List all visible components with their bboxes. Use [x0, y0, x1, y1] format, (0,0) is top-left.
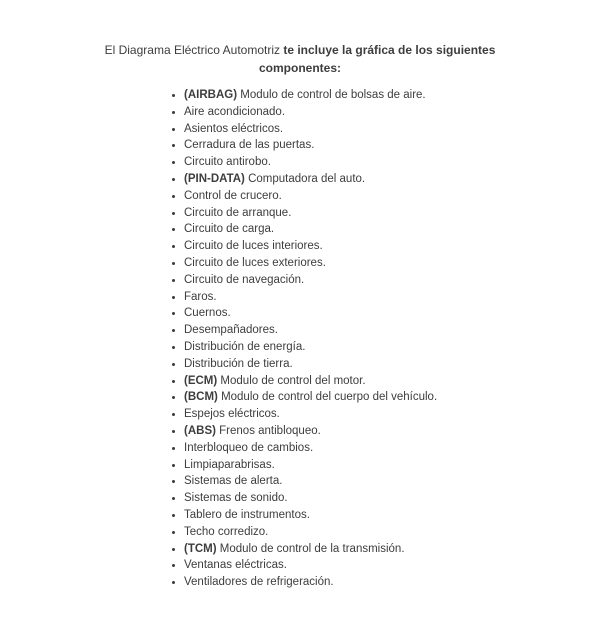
list-item	[184, 473, 600, 490]
component-label: Aire acondicionado.	[184, 105, 286, 118]
component-code: (AIRBAG)	[184, 89, 238, 101]
components-list	[184, 87, 600, 591]
list-item	[184, 490, 600, 507]
component-label: Modulo de control de bolsas de aire.	[240, 89, 426, 101]
list-item	[184, 272, 600, 289]
component-code: (ABS)	[184, 424, 216, 437]
list-item	[184, 154, 600, 171]
list-item	[184, 221, 600, 238]
list-item	[184, 121, 600, 138]
component-code: (TCM)	[184, 542, 217, 555]
document-page	[0, 41, 600, 641]
list-item	[184, 541, 600, 558]
component-label: Distribución de tierra.	[184, 357, 293, 370]
component-label: Ventanas eléctricas.	[184, 559, 287, 572]
page-title	[70, 41, 530, 77]
component-label: Limpiaparabrisas.	[184, 458, 275, 471]
component-label: Tablero de instrumentos.	[184, 508, 310, 521]
list-item	[184, 205, 600, 222]
list-item	[184, 356, 600, 373]
component-code: (BCM)	[184, 391, 218, 404]
component-label: Interbloqueo de cambios.	[184, 441, 314, 454]
component-label: Sistemas de sonido.	[184, 492, 288, 505]
list-item	[184, 339, 600, 356]
component-code: (ECM)	[184, 374, 218, 387]
component-label: Desempañadores.	[184, 324, 278, 337]
component-label: Cuernos.	[184, 307, 231, 320]
list-item	[184, 507, 600, 524]
component-code: (PIN-DATA)	[184, 172, 245, 185]
list-item	[184, 574, 600, 591]
component-label: Circuito de luces interiores.	[184, 240, 323, 253]
list-item	[184, 188, 600, 205]
list-item	[184, 255, 600, 272]
component-label: Modulo de control de la transmisión.	[219, 542, 405, 555]
component-label: Circuito de arranque.	[184, 206, 292, 219]
component-label: Distribución de energía.	[184, 340, 306, 353]
list-item	[184, 373, 600, 390]
list-item	[184, 322, 600, 339]
list-item	[184, 389, 600, 406]
list-item	[184, 104, 600, 121]
component-label: Computadora del auto.	[248, 172, 366, 185]
page-title-bold: te incluye la gráfica de los siguientes componentes:	[258, 43, 496, 75]
list-item	[184, 457, 600, 474]
component-label: Espejos eléctricos.	[184, 408, 280, 421]
component-label: Ventiladores de refrigeración.	[184, 576, 334, 589]
list-item	[184, 137, 600, 154]
component-label: Frenos antibloqueo.	[219, 424, 321, 437]
list-item	[184, 406, 600, 423]
list-item	[184, 423, 600, 440]
component-label: Circuito de navegación.	[184, 273, 305, 286]
component-label: Faros.	[184, 290, 217, 303]
list-item	[184, 289, 600, 306]
list-item	[184, 238, 600, 255]
component-label: Modulo de control del cuerpo del vehículo.	[221, 391, 438, 404]
component-label: Circuito de carga.	[184, 223, 275, 236]
component-label: Asientos eléctricos.	[184, 122, 284, 135]
component-label: Circuito de luces exteriores.	[184, 256, 326, 269]
component-label: Modulo de control del motor.	[220, 374, 366, 387]
list-item	[184, 524, 600, 541]
component-label: Techo corredizo.	[184, 525, 269, 538]
component-label: Control de crucero.	[184, 189, 282, 202]
component-label: Sistemas de alerta.	[184, 475, 283, 488]
component-label: Circuito antirobo.	[184, 156, 271, 169]
list-item	[184, 87, 600, 104]
list-item	[184, 171, 600, 188]
component-label: Cerradura de las puertas.	[184, 139, 315, 152]
list-item	[184, 440, 600, 457]
page-title-regular: El Diagrama Eléctrico Automotriz	[104, 43, 284, 57]
list-item	[184, 305, 600, 322]
list-item	[184, 557, 600, 574]
